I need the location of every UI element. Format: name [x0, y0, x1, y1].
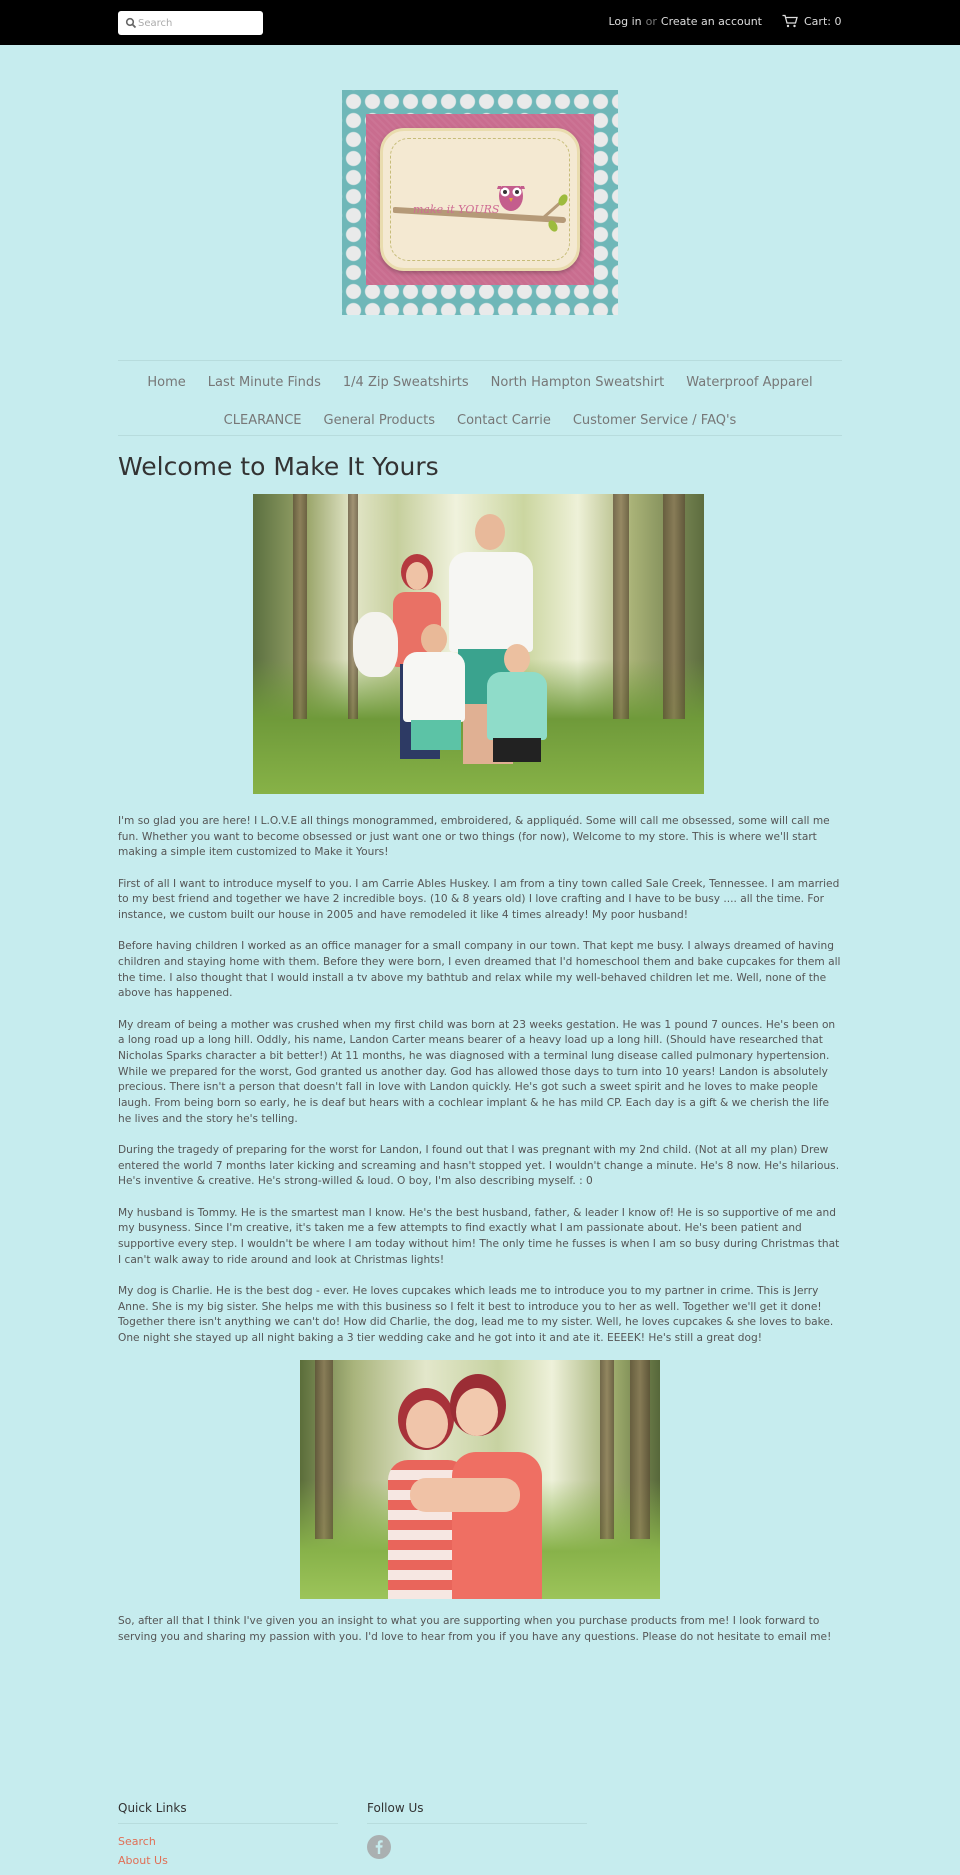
cart-icon [782, 14, 798, 28]
quick-links-heading: Quick Links [118, 1801, 338, 1824]
login-link[interactable]: Log in [608, 15, 642, 28]
family-photo [253, 494, 704, 794]
dog [353, 612, 398, 677]
logo-pink-panel [366, 114, 594, 285]
boy1-shirt [403, 652, 465, 722]
top-bar [0, 0, 960, 45]
store-logo[interactable] [342, 90, 618, 315]
sister1-face [406, 1400, 448, 1448]
main-nav [118, 360, 842, 436]
nav-north-hampton-sweatshirt[interactable]: North Hampton Sweatshirt [490, 375, 665, 390]
paragraph: First of all I want to introduce myself to you. I am Carrie Ables Huskey. I am from a tiny town called Sale Creek, Tennessee. I am married to my best friend and together we have 2 incredible boys. (10 & 8 years old) I love crafting and I have to be busy .... all the time. For instance, we custom built our house in 2005 and have remodeled it like 4 times already! My poor husband! [118, 877, 840, 922]
footer-follow-us [367, 1801, 587, 1824]
boy1-shorts [411, 720, 461, 750]
boy1-face [421, 624, 447, 654]
account-links [608, 15, 762, 28]
sisters-photo [300, 1360, 660, 1599]
footer-quick-links [118, 1801, 338, 1870]
nav-customer-service-faq[interactable]: Customer Service / FAQ's [572, 413, 737, 428]
boy2-shorts [493, 738, 541, 762]
boy2-face [504, 644, 530, 674]
tree-trunk [600, 1360, 614, 1539]
quick-links-list [118, 1832, 338, 1870]
father-shirt [449, 552, 533, 652]
paragraph: My dog is Charlie. He is the best dog - ever. He loves cupcakes which leads me to introduce you to my partner in crime. This is Jerry Anne. She is my big sister. She helps me with this business so I felt it best to introduce you to her as well. Together we'll get it done! Together there isn't anything we can't do! How did Charlie, the dog, lead me to my sister. Well, he loves cupcakes & she loves to bake. One night she stayed up all night baking a 3 tier wedding cake and he got into it and ate it. EEEEK! He's still a great dog! [118, 1284, 834, 1344]
paragraph: My dream of being a mother was crushed when my first child was born at 23 weeks gestation. He was 1 pound 7 ounces. He's been on a long road up a long hill. Oddly, his name, Landon Carter means bearer of a heavy load up a long hill. (Should have researched that Nicholas Sparks character a bit better!) At 11 months, he was diagnosed with a terminal lung disease called pulmonary hypertension. While we prepared for the worst, God granted us another day. God has allowed those days to turn into 10 years! Landon is absolutely precious. There isn't a person that doesn't fall in love with Landon quickly. He's got such a sweet spirit and he loves to make people laugh. From being born so early, he is deaf but hears with a cochlear implant & he has mild CP. Each day is a gift & we cherish the life he lives and the story he's telling. [118, 1018, 836, 1125]
footer-link-about-us[interactable]: About Us [118, 1854, 168, 1867]
create-account-link[interactable]: Create an account [660, 15, 762, 28]
tree-trunk [348, 494, 358, 719]
follow-us-heading: Follow Us [367, 1801, 587, 1824]
search-box[interactable] [118, 11, 263, 35]
search-input[interactable] [138, 13, 258, 33]
or-separator: or [645, 15, 657, 28]
closing-paragraph: So, after all that I think I've given you an insight to what you are supporting when you purchase products from me! I look forward to serving you and sharing my passion with you. I'd love to hear from you if you have any questions. Please do not hesitate to email me! [118, 1615, 832, 1643]
paragraph: During the tragedy of preparing for the worst for Landon, I found out that I was pregnant with my 2nd child. (Not at all my plan) Drew entered the world 7 months later kicking and screaming and hasn't stopped yet. I wouldn't change a minute. He's 8 now. He's hilarious. He's inventive & creative. He's strong-willed & loud. O boy, I'm also describing myself. : 0 [118, 1143, 840, 1188]
footer-link-search[interactable]: Search [118, 1835, 156, 1848]
nav-home[interactable]: Home [147, 375, 186, 390]
paragraph: Before having children I worked as an office manager for a small company in our town. That kept me busy. I always dreamed of having children and staying home with them. Before they were born, I even dreamed that I'd homeschool them and bake cupcakes for them all the time. I also thought that I would install a tv above my bathtub and relax while my well-behaved children let me. Well, none of the above has happened. [118, 940, 841, 1000]
nav-waterproof-apparel[interactable]: Waterproof Apparel [686, 375, 813, 390]
sister2-top [452, 1452, 542, 1599]
logo-label-card [380, 128, 580, 271]
tree-trunk [663, 494, 685, 719]
sister2-face [456, 1388, 498, 1436]
hugging-arms [410, 1478, 520, 1512]
nav-row-1 [118, 371, 842, 390]
boy2-shirt [487, 672, 547, 740]
nav-quarter-zip-sweatshirts[interactable]: 1/4 Zip Sweatshirts [342, 375, 469, 390]
paragraph: I'm so glad you are here! I L.O.V.E all things monogrammed, embroidered, & appliquéd. Some will call me obsessed, some will call me fun. Whether you want to become obsessed or just want one or two things (for now), Welcome to my store. This is where we'll start making a simple item customized to Make it Yours! [118, 815, 830, 859]
nav-last-minute-finds[interactable]: Last Minute Finds [207, 375, 321, 390]
cart-label: Cart: 0 [804, 15, 842, 28]
search-icon [125, 17, 137, 29]
owl-branch-icon [393, 186, 573, 246]
intro-text [118, 814, 844, 1362]
tree-trunk [613, 494, 629, 719]
paragraph: My husband is Tommy. He is the smartest man I know. He's the best husband, father, & leader I know of! He is so supportive of me and my busyness. Since I'm creative, it's taken me a few attempts to find exactly what I am passionate about. He's been patient and supportive every step. I wouldn't be where I am today without him! The only time he fusses is when I am so busy during Christmas that I can't walk away to ride around and look at Christmas lights! [118, 1206, 840, 1266]
facebook-icon[interactable] [367, 1835, 391, 1859]
closing-text [118, 1614, 844, 1661]
tree-trunk [630, 1360, 650, 1539]
logo-text: make it YOURS [413, 203, 500, 216]
mother-face [406, 562, 428, 590]
nav-general-products[interactable]: General Products [323, 413, 435, 428]
tree-trunk [293, 494, 307, 719]
father-face [475, 514, 505, 550]
nav-row-2 [118, 409, 842, 428]
nav-clearance[interactable]: CLEARANCE [223, 413, 302, 428]
nav-contact-carrie[interactable]: Contact Carrie [457, 413, 551, 428]
page-title: Welcome to Make It Yours [118, 452, 439, 481]
tree-trunk [315, 1360, 333, 1539]
